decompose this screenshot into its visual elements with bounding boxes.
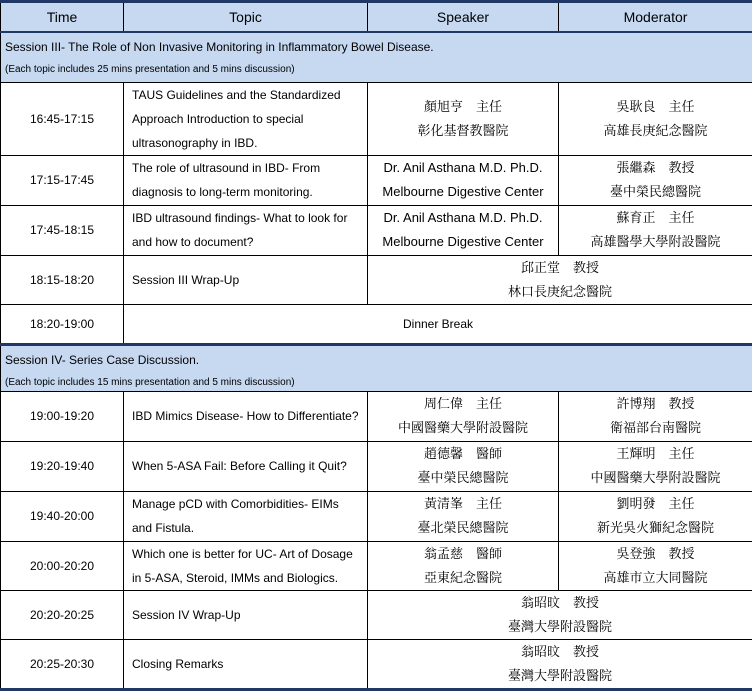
topic-cell: IBD ultrasound findings- What to look for and how to document? xyxy=(124,205,368,255)
speaker-cell xyxy=(368,541,559,590)
time-cell: 16:45-17:15 xyxy=(1,82,124,155)
column-header-time: Time xyxy=(1,2,124,33)
speaker-name: 黃清峯 主任 xyxy=(368,492,558,516)
topic-cell: TAUS Guidelines and the Standardized Approach Introduction to special ultrasonography in IBD. xyxy=(124,82,368,155)
moderator-name: 吳耿良 主任 xyxy=(559,95,752,119)
schedule-row xyxy=(1,541,752,590)
topic-cell: When 5-ASA Fail: Before Calling it Quit? xyxy=(124,441,368,491)
session-4-note: (Each topic includes 15 mins presentation and 5 mins discussion) xyxy=(1,367,752,388)
session-4-banner-cell xyxy=(1,344,752,391)
chair-name: 邱正堂 教授 xyxy=(368,256,752,280)
moderator-org: 高雄長庚紀念醫院 xyxy=(559,119,752,143)
schedule-row xyxy=(1,441,752,491)
schedule-row-wrapup xyxy=(1,255,752,304)
moderator-name: 王輝明 主任 xyxy=(559,442,752,466)
speaker-name: 周仁偉 主任 xyxy=(368,392,558,416)
chair-name: 翁昭旼 教授 xyxy=(368,591,752,615)
moderator-cell xyxy=(559,155,752,205)
chair-cell xyxy=(368,255,752,304)
speaker-org: 彰化基督教醫院 xyxy=(368,119,558,143)
speaker-name: Dr. Anil Asthana M.D. Ph.D. xyxy=(368,156,558,180)
moderator-cell xyxy=(559,541,752,590)
chair-cell xyxy=(368,590,752,639)
time-cell: 18:20-19:00 xyxy=(1,304,124,344)
schedule-row-break xyxy=(1,304,752,344)
schedule-row-wrapup xyxy=(1,590,752,639)
chair-org: 林口長庚紀念醫院 xyxy=(368,280,752,304)
moderator-org: 新光吳火獅紀念醫院 xyxy=(559,516,752,540)
schedule-row xyxy=(1,205,752,255)
speaker-cell xyxy=(368,205,559,255)
speaker-org: 臺中榮民總醫院 xyxy=(368,466,558,490)
speaker-cell xyxy=(368,441,559,491)
speaker-cell xyxy=(368,155,559,205)
moderator-name: 蘇育正 主任 xyxy=(559,206,752,230)
session-3-banner xyxy=(1,32,752,82)
break-cell: Dinner Break xyxy=(124,304,752,344)
chair-org: 臺灣大學附設醫院 xyxy=(368,664,752,688)
moderator-cell xyxy=(559,205,752,255)
speaker-org: Melbourne Digestive Center xyxy=(368,230,558,254)
schedule-row-closing xyxy=(1,639,752,689)
topic-cell: Manage pCD with Comorbidities- EIMs and Fistula. xyxy=(124,491,368,541)
time-cell: 19:00-19:20 xyxy=(1,391,124,441)
session-3-title: Session III- The Role of Non Invasive Monitoring in Inflammatory Bowel Disease. xyxy=(1,33,752,54)
topic-cell: Which one is better for UC- Art of Dosage in 5-ASA, Steroid, IMMs and Biologics. xyxy=(124,541,368,590)
speaker-org: Melbourne Digestive Center xyxy=(368,180,558,204)
moderator-cell xyxy=(559,491,752,541)
chair-org: 臺灣大學附設醫院 xyxy=(368,615,752,639)
moderator-name: 許博翔 教授 xyxy=(559,392,752,416)
speaker-org: 中國醫藥大學附設醫院 xyxy=(368,416,558,440)
chair-cell xyxy=(368,639,752,689)
moderator-org: 高雄市立大同醫院 xyxy=(559,566,752,590)
moderator-name: 吳登強 教授 xyxy=(559,542,752,566)
topic-cell: Session III Wrap-Up xyxy=(124,255,368,304)
column-header-speaker: Speaker xyxy=(368,2,559,33)
moderator-org: 中國醫藥大學附設醫院 xyxy=(559,466,752,490)
schedule-row xyxy=(1,391,752,441)
time-cell: 17:45-18:15 xyxy=(1,205,124,255)
session-3-note: (Each topic includes 25 mins presentation and 5 mins discussion) xyxy=(1,54,752,75)
moderator-name: 張繼森 教授 xyxy=(559,156,752,180)
table-header-row xyxy=(1,2,752,33)
speaker-name: 翁孟慈 醫師 xyxy=(368,542,558,566)
topic-cell: Session IV Wrap-Up xyxy=(124,590,368,639)
schedule-row xyxy=(1,491,752,541)
time-cell: 17:15-17:45 xyxy=(1,155,124,205)
column-header-topic: Topic xyxy=(124,2,368,33)
time-cell: 19:20-19:40 xyxy=(1,441,124,491)
time-cell: 20:00-20:20 xyxy=(1,541,124,590)
session-4-title: Session IV- Series Case Discussion. xyxy=(1,346,752,367)
moderator-cell xyxy=(559,391,752,441)
moderator-org: 臺中榮民總醫院 xyxy=(559,180,752,204)
session-4-banner xyxy=(1,344,752,391)
session-3-banner-cell xyxy=(1,32,752,82)
speaker-cell xyxy=(368,82,559,155)
topic-cell: Closing Remarks xyxy=(124,639,368,689)
chair-name: 翁昭旼 教授 xyxy=(368,640,752,664)
topic-cell: IBD Mimics Disease- How to Differentiate? xyxy=(124,391,368,441)
time-cell: 18:15-18:20 xyxy=(1,255,124,304)
speaker-org: 亞東紀念醫院 xyxy=(368,566,558,590)
time-cell: 20:20-20:25 xyxy=(1,590,124,639)
speaker-name: 趙德馨 醫師 xyxy=(368,442,558,466)
time-cell: 20:25-20:30 xyxy=(1,639,124,689)
time-cell: 19:40-20:00 xyxy=(1,491,124,541)
topic-cell: The role of ultrasound in IBD- From diagnosis to long-term monitoring. xyxy=(124,155,368,205)
moderator-cell xyxy=(559,82,752,155)
speaker-cell xyxy=(368,391,559,441)
moderator-cell xyxy=(559,441,752,491)
schedule-row xyxy=(1,155,752,205)
column-header-moderator: Moderator xyxy=(559,2,752,33)
moderator-name: 劉明發 主任 xyxy=(559,492,752,516)
speaker-name: Dr. Anil Asthana M.D. Ph.D. xyxy=(368,206,558,230)
moderator-org: 高雄醫學大學附設醫院 xyxy=(559,230,752,254)
moderator-org: 衛福部台南醫院 xyxy=(559,416,752,440)
speaker-name: 顏旭亨 主任 xyxy=(368,95,558,119)
speaker-cell xyxy=(368,491,559,541)
schedule-row xyxy=(1,82,752,155)
speaker-org: 臺北榮民總醫院 xyxy=(368,516,558,540)
